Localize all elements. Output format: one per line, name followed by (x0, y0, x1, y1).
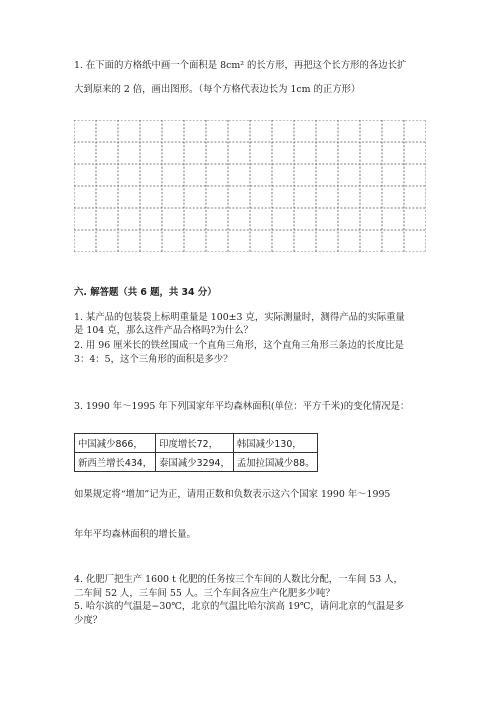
problem-4-line-1: 4. 化肥厂把生产 1600 t 化肥的任务按三个车间的人数比分配，一车间 53 人， (74, 574, 403, 585)
table-cell: 孟加拉国减少88。 (233, 453, 318, 472)
grid-paper (74, 120, 426, 252)
section-6-title: 六. 解答题（共 6 题，共 34 分） (74, 287, 217, 298)
question-1-line-1: 1. 在下面的方格纸中画一个面积是 8cm² 的长方形，再把这个长方形的各边长扩 (74, 60, 407, 71)
table-row (75, 434, 318, 453)
problem-1-line-1: 1. 某产品的包装袋上标明重量是 100±3 克，实际测量时，测得产品的实际重量 (74, 312, 405, 323)
problem-2-line-1: 2. 用 96 厘米长的铁丝围成一个直角三角形，这个直角三角形三条边的长度比是 (74, 340, 404, 351)
problem-1-line-2: 是 104 克，那么这件产品合格吗?为什么？ (74, 325, 253, 336)
table-cell: 泰国减少3294， (156, 453, 234, 472)
problem-4-line-2: 二车间 52 人，三车间 55 人。三个车间各应生产化肥多少吨？ (74, 588, 335, 599)
problem-5-line-1: 5. 哈尔滨的气温是−30℃，北京的气温比哈尔滨高 19℃，请问北京的气温是多 (74, 601, 405, 612)
problem-5-line-2: 少度？ (74, 615, 103, 626)
problem-3-question-line-2: 年年平均森林面积的增长量。 (74, 529, 196, 540)
problem-2-line-2: 3：4：5，这个三角形的面积是多少？ (74, 354, 233, 365)
table-cell: 印度增长72， (156, 434, 234, 453)
problem-3-intro: 3. 1990 年～1995 年下列国家年平均森林面积(单位：平方千米)的变化情况是： (74, 401, 410, 412)
forest-change-table (74, 433, 318, 472)
table-row (75, 453, 318, 472)
problem-3-question-line-1: 如果规定将“增加”记为正，请用正数和负数表示这六个国家 1990 年～1995 (74, 489, 391, 500)
table-cell: 中国减少866， (75, 434, 156, 453)
table-cell: 韩国减少130， (233, 434, 318, 453)
question-1-line-2: 大到原来的 2 倍，画出图形。（每个方格代表边长为 1cm 的正方形） (74, 84, 361, 95)
table-cell: 新西兰增长434， (75, 453, 156, 472)
